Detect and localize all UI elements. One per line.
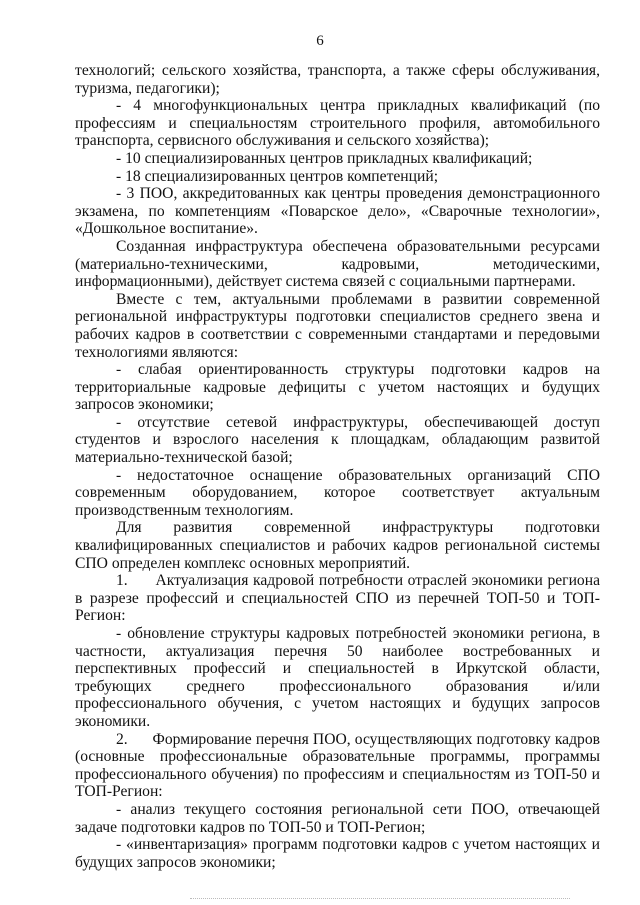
list-item: - «инвентаризация» программ подготовки кадров с учетом настоящих и будущих запросов экономики; (75, 836, 600, 871)
list-item: - 3 ПОО, аккредитованных как центры проведения демонстрационного экзамена, по компетенциям «Поварское дело», «Сварочные технологии», «Дошкольное воспитание». (75, 185, 600, 238)
list-item: - 10 специализированных центров прикладных квалификаций; (116, 149, 533, 167)
numbered-item: 2. Формирование перечня ПОО, осуществляющих подготовку кадров (основные профессиональные образовательные программы, программы профессионального обучения) по профессиям и специальностям из ТОП-50 и ТОП-Регион: (75, 730, 600, 801)
numbered-item: 1. Актуализация кадровой потребности отраслей экономики региона в разрезе профессий и специальностей СПО из перечней ТОП-50 и ТОП-Регион: (75, 572, 600, 625)
list-item: - 18 специализированных центров компетенций; (116, 167, 439, 185)
list-item: - отсутствие сетевой инфраструктуры, обеспечивающей доступ студентов и взрослого населения к площадкам, обладающим развитой материально-технической базой; (75, 413, 600, 467)
paragraph: Для развития современной инфраструктуры подготовки квалифицированных специалистов и рабочих кадров региональной системы СПО определен комплекс основных мероприятий. (75, 519, 600, 572)
list-item: - обновление структуры кадровых потребностей экономики региона, в частности, актуализация перечня 50 наиболее востребованных и перспективных профессий и специальностей в Иркутской области, требующих среднего профессионального образования и/или профессионального обучения, с учетом настоящих и будущих запросов экономики. (75, 625, 600, 730)
page-number: 6 (316, 33, 324, 49)
document-body (75, 62, 600, 871)
list-item: - анализ текущего состояния региональной сети ПОО, отвечающей задаче подготовки кадров по ТОП-50 и ТОП-Регион; (75, 800, 600, 836)
list-item: - слабая ориентированность структуры подготовки кадров на территориальные кадровые дефициты с учетом настоящих и будущих запросов экономики; (75, 361, 600, 414)
list-item: - 4 многофункциональных центра прикладных квалификаций (по профессиям и специальностям строительного профиля, автомобильного транспорта, сервисного обслуживания и сельского хозяйства); (75, 97, 600, 150)
list-item: - недостаточное оснащение образовательных организаций СПО современным оборудованием, которое соответствует актуальным производственным технологиям. (75, 466, 600, 519)
paragraph: технологий; сельского хозяйства, транспорта, а также сферы обслуживания, туризма, педагогики); (75, 62, 600, 97)
paragraph: Созданная инфраструктура обеспечена образовательными ресурсами (материально-техническими, кадровыми, методическими, информационными), действует система связей с социальными партнерами. (75, 237, 600, 291)
footer-divider (190, 898, 570, 899)
paragraph: Вместе с тем, актуальными проблемами в развитии современной региональной инфраструктуры подготовки специалистов среднего звена и рабочих кадров в соответствии с современными стандартами и передовыми технологиями являются: (75, 290, 600, 361)
